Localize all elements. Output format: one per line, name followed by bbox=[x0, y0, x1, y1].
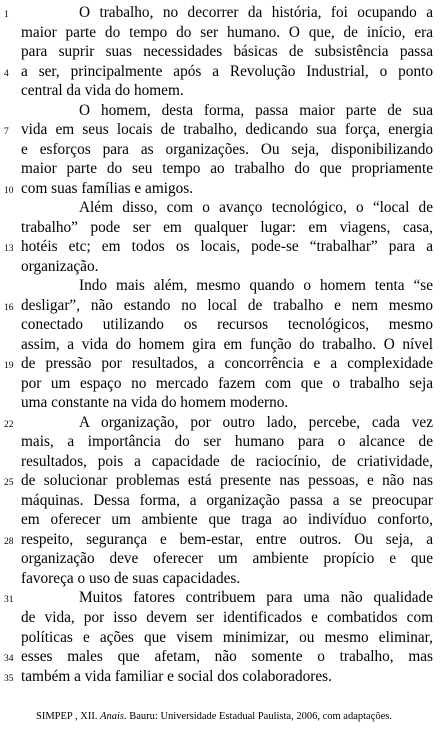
line-text: organização. bbox=[21, 257, 99, 275]
text-line bbox=[4, 3, 433, 23]
text-line bbox=[4, 588, 433, 608]
text-line bbox=[21, 315, 433, 335]
line-text: a ser, principalmente após a Revolução Industrial, o ponto bbox=[21, 62, 433, 80]
source-suffix: . Bauru: Universidade Estadual Paulista, 2006, com adaptações. bbox=[124, 711, 392, 722]
text-line bbox=[21, 81, 433, 101]
source-prefix: SIMPEP , XII. bbox=[36, 711, 101, 722]
line-number: 13 bbox=[4, 244, 14, 255]
line-number: 10 bbox=[4, 185, 14, 196]
text-line bbox=[21, 452, 433, 472]
line-text: de vida, por isso devem ser identificados e combatidos com bbox=[21, 608, 433, 626]
line-text: também a vida familiar e social dos colaboradores. bbox=[21, 667, 332, 685]
text-line bbox=[4, 530, 433, 550]
text-line bbox=[21, 569, 433, 589]
line-text: maior parte do tempo do ser humano. O que, de início, era bbox=[21, 23, 433, 41]
line-text: O trabalho, no decorrer da história, foi ocupando a bbox=[79, 4, 433, 21]
text-line bbox=[21, 42, 433, 62]
line-text: central da vida do homem. bbox=[21, 82, 184, 100]
text-line bbox=[4, 413, 433, 433]
text-line bbox=[4, 647, 433, 667]
line-number: 31 bbox=[4, 595, 14, 606]
text-line bbox=[21, 335, 433, 355]
text-line bbox=[4, 62, 433, 82]
line-text: resultados, pois a capacidade de raciocínio, de criatividade, bbox=[21, 452, 433, 470]
line-text: desligar”, não estando no local de trabalho e nem mesmo bbox=[21, 296, 433, 314]
line-number: 28 bbox=[4, 536, 14, 547]
line-text: mais, a importância do ser humano para o alcance de bbox=[21, 433, 433, 451]
text-line bbox=[21, 159, 433, 179]
line-text: Indo mais além, mesmo quando o homem tenta “se bbox=[79, 277, 433, 295]
line-text: com suas famílias e amigos. bbox=[21, 179, 194, 197]
line-text: em oferecer um ambiente que traga ao indivíduo conforto, bbox=[21, 511, 433, 529]
text-line bbox=[21, 432, 433, 452]
line-text: maior parte do seu tempo ao trabalho do que propriamente bbox=[21, 160, 433, 178]
line-number: 25 bbox=[4, 478, 14, 489]
text-line bbox=[21, 510, 433, 530]
text-line bbox=[4, 237, 433, 257]
text-line bbox=[21, 628, 433, 648]
line-text: A organização, por outro lado, percebe, cada vez bbox=[79, 413, 433, 431]
line-text: de pressão por resultados, a concorrência e a complexidade bbox=[21, 355, 433, 373]
text-line bbox=[21, 140, 433, 160]
text-line bbox=[4, 354, 433, 374]
line-text: políticas e ações que visem minimizar, ou mesmo eliminar, bbox=[21, 628, 433, 646]
line-number: 22 bbox=[4, 419, 14, 430]
line-text: por um espaço no mercado fazem com que o trabalho seja bbox=[21, 374, 433, 392]
text-line bbox=[4, 179, 433, 199]
source-title: Anais bbox=[100, 711, 124, 722]
text-line bbox=[4, 296, 433, 316]
line-number: 7 bbox=[4, 127, 9, 138]
text-line bbox=[21, 198, 433, 218]
line-text: respeito, segurança e bem-estar, entre outros. Ou seja, a bbox=[21, 530, 433, 548]
line-number: 4 bbox=[4, 68, 9, 79]
line-number: 16 bbox=[4, 302, 14, 313]
text-line bbox=[21, 276, 433, 296]
line-text: esses males que afetam, não somente o trabalho, mas bbox=[21, 648, 433, 666]
line-number: 19 bbox=[4, 361, 14, 372]
text-line bbox=[21, 393, 433, 413]
text-line bbox=[4, 667, 433, 687]
text-line bbox=[4, 120, 433, 140]
text-line bbox=[21, 218, 433, 238]
text-line bbox=[21, 23, 433, 43]
line-number: 1 bbox=[4, 10, 9, 20]
source-citation bbox=[36, 710, 436, 724]
line-text: vida em seus locais de trabalho, dedicando sua força, energia bbox=[21, 121, 433, 139]
text-line bbox=[21, 549, 433, 569]
line-text: favoreça o uso de suas capacidades. bbox=[21, 569, 241, 587]
line-text: Além disso, com o avanço tecnológico, o “local de bbox=[79, 199, 433, 217]
text-line bbox=[4, 471, 433, 491]
text-line bbox=[21, 374, 433, 394]
line-text: hotéis etc; em todos os locais, pode-se “trabalhar” para a bbox=[21, 238, 433, 256]
line-number: 35 bbox=[4, 673, 14, 684]
line-text: para suprir suas necessidades básicas de subsistência passa bbox=[21, 43, 433, 61]
text-line bbox=[21, 257, 433, 277]
line-text: trabalho” pode ser em qualquer lugar: em viagens, casa, bbox=[21, 218, 433, 236]
text-line bbox=[21, 101, 433, 121]
line-text: máquinas. Dessa forma, a organização passa a se preocupar bbox=[21, 491, 433, 509]
line-text: e esforços para as organizações. Ou seja, disponibilizando bbox=[21, 140, 433, 158]
text-line bbox=[21, 491, 433, 511]
text-line bbox=[21, 608, 433, 628]
line-text: organização deve oferecer um ambiente propício e que bbox=[21, 550, 433, 568]
line-text: uma constante na vida do homem moderno. bbox=[21, 394, 289, 412]
line-text: conectado utilizando os recursos tecnológicos, mesmo bbox=[21, 316, 433, 334]
line-text: de solucionar problemas está presente nas pessoas, e não nas bbox=[21, 472, 433, 490]
line-text: O homem, desta forma, passa maior parte de sua bbox=[79, 101, 433, 119]
line-number: 34 bbox=[4, 654, 14, 665]
line-text: Muitos fatores contribuem para uma não qualidade bbox=[79, 589, 433, 607]
line-text: assim, a vida do homem gira em função do trabalho. O nível bbox=[21, 335, 433, 353]
passage-text bbox=[4, 3, 433, 686]
